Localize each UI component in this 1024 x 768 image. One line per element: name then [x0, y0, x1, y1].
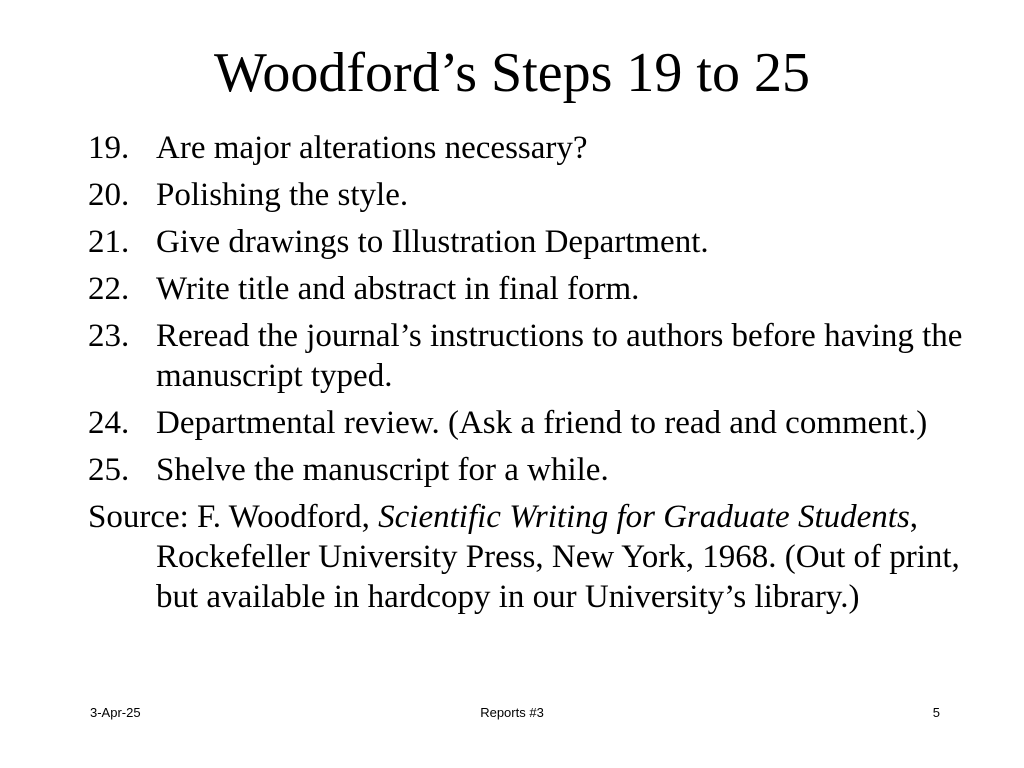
list-item-text: Departmental review. (Ask a friend to read and comment.) [156, 405, 928, 441]
footer-page-number: 5 [932, 705, 940, 720]
list-item-text: Are major alterations necessary? [156, 130, 588, 166]
list-item-text: Shelve the manuscript for a while. [156, 452, 609, 488]
list-item-text: Polishing the style. [156, 177, 409, 213]
list-item [88, 403, 978, 443]
list-item [88, 316, 978, 396]
list-item [88, 450, 978, 490]
list-item-text: Reread the journal’s instructions to authors before having the manuscript typed. [156, 318, 963, 394]
footer-title: Reports #3 [480, 705, 544, 720]
source-details: , Rockefeller University Press, New York, 1968. (Out of print, but available in hardcopy in our University’s library.) [156, 499, 960, 615]
list-item-number: 25. [88, 452, 130, 488]
list-item-text: Write title and abstract in final form. [156, 271, 640, 307]
footer-date: 3-Apr-25 [90, 705, 141, 720]
list-item-number: 20. [88, 177, 130, 213]
list-item [88, 222, 978, 262]
list-item-text: Give drawings to Illustration Department. [156, 224, 709, 260]
list-item [88, 175, 978, 215]
list-item [88, 128, 978, 168]
list-item-number: 24. [88, 405, 130, 441]
list-item-number: 22. [88, 271, 130, 307]
source-book-title: Scientific Writing for Graduate Students [378, 499, 910, 535]
list-item-number: 19. [88, 130, 130, 166]
list-item [88, 269, 978, 309]
list-item-number: 23. [88, 318, 130, 354]
slide-title: Woodford’s Steps 19 to 25 [214, 42, 810, 104]
list-item-number: 21. [88, 224, 130, 260]
source-prefix: Source: F. Woodford, [88, 499, 379, 535]
slide-body [88, 128, 978, 617]
source-citation [88, 497, 978, 617]
